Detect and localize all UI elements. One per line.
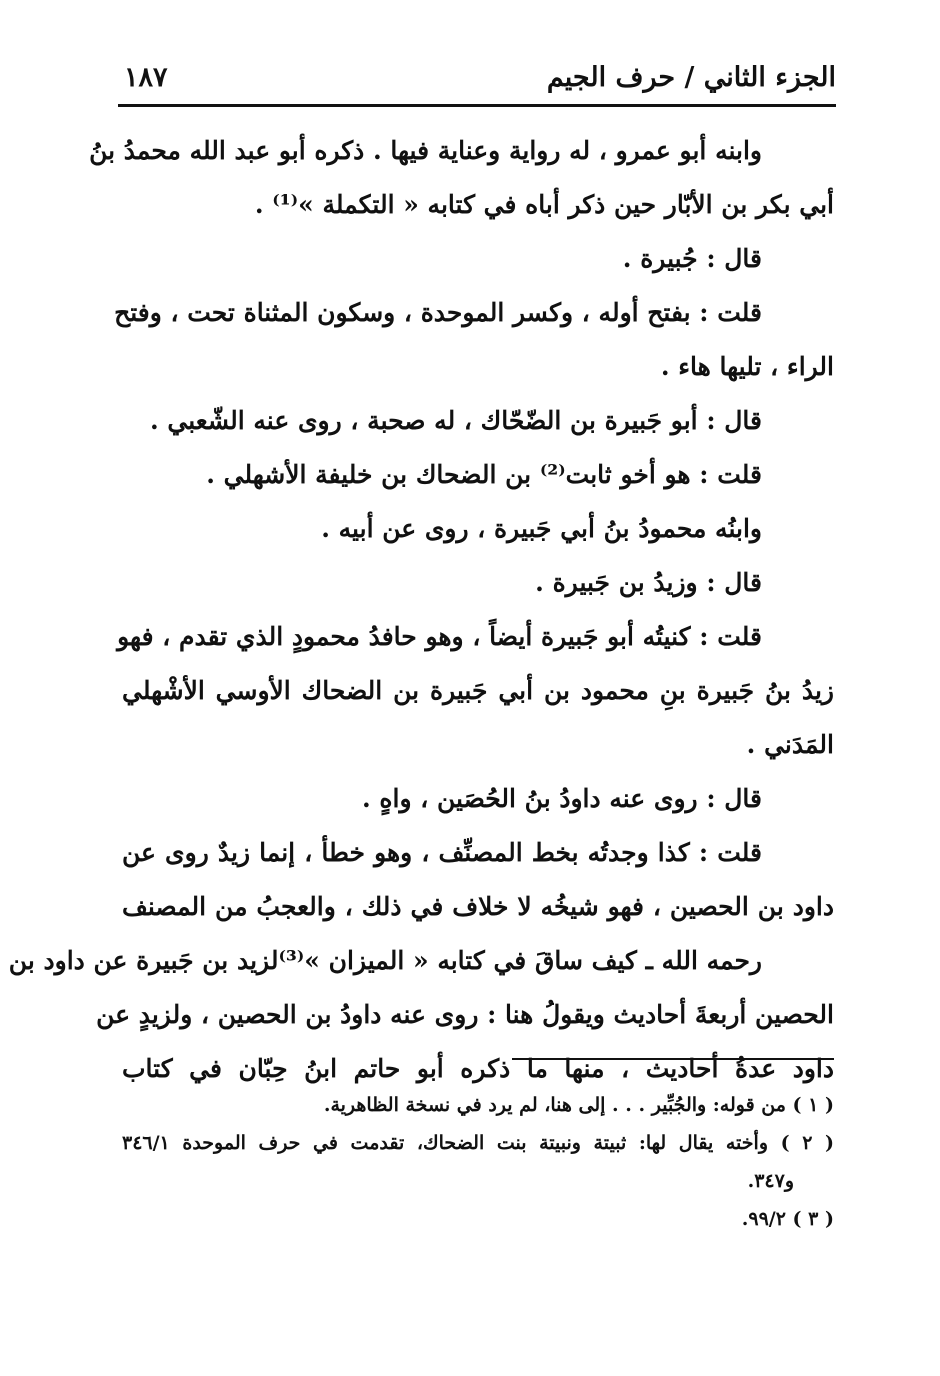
text-line: قلت : بفتح أوله ، وكسر الموحدة ، وسكون المثناة تحت ، وفتح [114, 298, 762, 327]
running-title: الجزء الثاني / حرف الجيم [546, 62, 836, 93]
page-number: ١٨٧ [124, 62, 168, 93]
page-header [118, 58, 836, 98]
text-line: المَدَني . [746, 730, 834, 759]
text-line: الراء ، تليها هاء . [660, 352, 834, 381]
footnote-rule [512, 1058, 834, 1060]
text-line: قلت : كنيتُه أبو جَبيرة أيضاً ، وهو حافدُ محمودٍ الذي تقدم ، فهو [117, 622, 762, 651]
text-line: رحمه الله ـ كيف ساقَ في كتابه « الميزان »⁽³⁾لزيد بن جَبيرة عن داود بن [8, 946, 762, 975]
footnote-line: ( ١ ) من قوله: والجُبِّير . . . إلى هنا، لم يرد في نسخة الظاهرية. [323, 1094, 834, 1116]
text-line: داود بن الحصين ، فهو شيخُه لا خلاف في ذلك ، والعجبُ من المصنف [122, 892, 834, 921]
text-line: قال : جُبيرة . [622, 244, 762, 273]
footnote-line: و٣٤٧. [747, 1170, 794, 1192]
text-line: قال : وزيدُ بن جَبيرة . [535, 568, 762, 597]
main-text [8, 124, 834, 1096]
text-line: وابنُه محمودُ بنُ أبي جَبيرة ، روى عن أبيه . [321, 514, 762, 543]
text-line: الحصين أربعةَ أحاديث ويقولُ هنا : روى عنه داودُ بن الحصين ، ولزيدٍ عن [96, 1000, 834, 1029]
header-rule [118, 104, 836, 107]
text-line: قلت : هو أخو ثابت⁽²⁾ بن الضحاك بن خليفة الأشهلي . [206, 460, 762, 489]
text-line: وابنه أبو عمرو ، له رواية وعناية فيها . ذكره أبو عبد الله محمدُ بنُ [89, 136, 762, 165]
text-line: قال : روى عنه داودُ بنُ الحُصَين ، واهٍ . [362, 784, 762, 813]
footnote-line: ( ٢ ) وأخته يقال لها: ثبيتة ونبيتة بنت الضحاك، تقدمت في حرف الموحدة ٣٤٦/١ [122, 1132, 834, 1154]
text-line: أبي بكر بن الأبّار حين ذكر أباه في كتابه « التكملة »⁽¹⁾ . [254, 190, 834, 219]
footnote-line: ( ٣ ) ٩٩/٢. [741, 1208, 834, 1230]
text-line: داود عدةُ أحاديث ، منها ما ذكره أبو حاتم ابنُ حِبّان في كتاب [122, 1054, 834, 1083]
text-line: زيدُ بنُ جَبيرة بنِ محمود بن أبي جَبيرة بن الضحاك الأوسي الأشْهلي [122, 676, 834, 705]
text-line: قلت : كذا وجدتُه بخط المصنِّف ، وهو خطأ ، إنما زيدٌ روى عن [122, 838, 762, 867]
text-line: قال : أبو جَبيرة بن الضّحّاك ، له صحبة ، روى عنه الشّعبي . [149, 406, 762, 435]
footnotes [122, 1086, 834, 1238]
